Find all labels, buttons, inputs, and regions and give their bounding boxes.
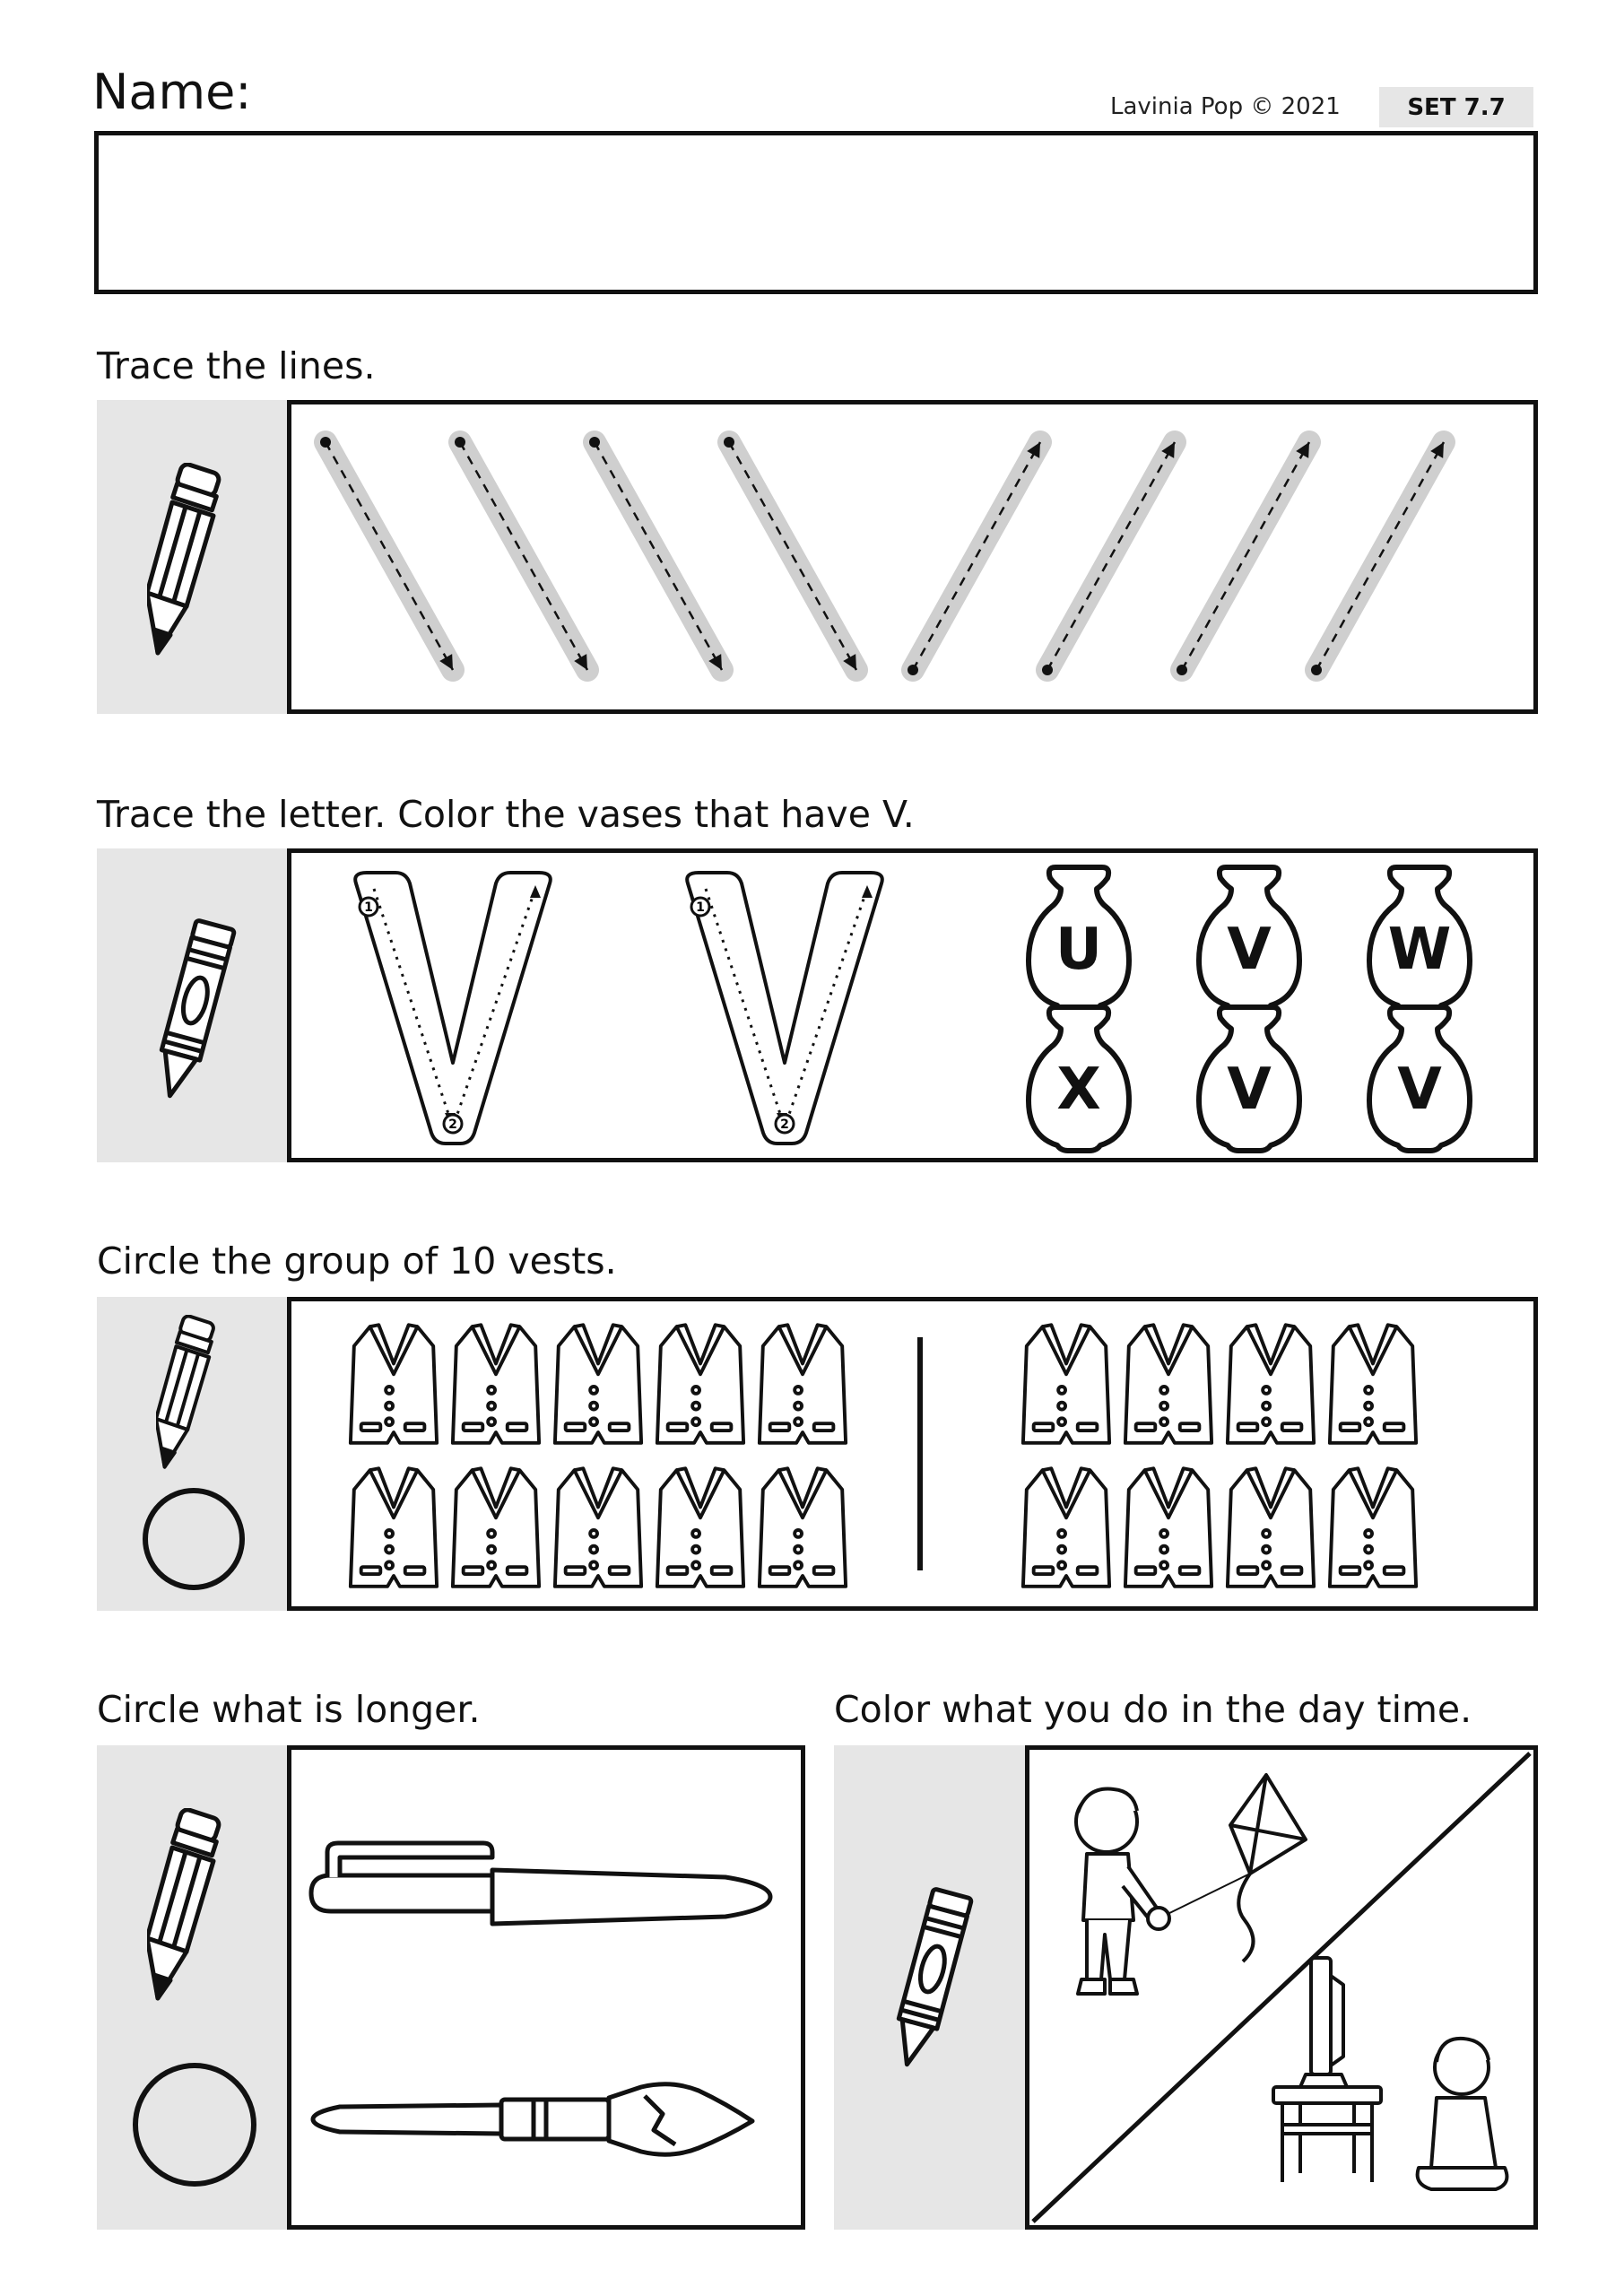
vest-icon <box>550 1319 647 1452</box>
vase-item[interactable] <box>1195 862 1303 1014</box>
vest-icon <box>652 1319 749 1452</box>
vest-icon <box>447 1463 544 1596</box>
vest-group-10[interactable] <box>345 1319 865 1588</box>
letter-v-outline-2[interactable] <box>668 864 937 1151</box>
group-divider <box>917 1337 923 1570</box>
stroke-number-2: 2 <box>448 1118 457 1132</box>
copyright-credit: Lavinia Pop © 2021 <box>1110 93 1341 120</box>
vest-icon <box>345 1463 442 1596</box>
vest-icon <box>652 1463 749 1596</box>
letter-v-outline-1[interactable] <box>336 864 605 1151</box>
pencil-icon <box>147 1808 237 2005</box>
vest-icon <box>754 1319 851 1452</box>
vase-letter: V <box>1227 1057 1272 1123</box>
vase-item[interactable] <box>1025 1002 1133 1154</box>
trace-line-down[interactable] <box>724 437 856 670</box>
circle-vests-tool-panel <box>97 1297 290 1611</box>
vase-item[interactable] <box>1366 862 1473 1014</box>
day-time-box <box>1025 1745 1538 2230</box>
vest-icon <box>1324 1319 1421 1452</box>
circle-longer-instruction: Circle what is longer. <box>97 1688 481 1731</box>
marker-item[interactable] <box>304 1831 788 1956</box>
vase-letter: V <box>1227 917 1272 983</box>
vest-icon <box>1120 1319 1217 1452</box>
day-time-instruction: Color what you do in the day time. <box>834 1688 1472 1731</box>
trace-line-down[interactable] <box>589 437 722 670</box>
trace-line-down[interactable] <box>320 437 453 670</box>
vest-icon <box>1222 1319 1319 1452</box>
trace-line-down[interactable] <box>455 437 587 670</box>
circle-vests-instruction: Circle the group of 10 vests. <box>97 1239 617 1283</box>
stroke-number-2: 2 <box>780 1118 789 1132</box>
vest-icon <box>1324 1463 1421 1596</box>
crayon-icon <box>147 915 237 1112</box>
vase-letter: U <box>1055 917 1102 983</box>
vase-letter: X <box>1056 1057 1101 1123</box>
day-time-tool-panel <box>834 1745 1027 2230</box>
vest-icon <box>550 1463 647 1596</box>
set-badge: SET 7.7 <box>1379 87 1533 127</box>
trace-line-up[interactable] <box>1177 442 1309 675</box>
paintbrush-item[interactable] <box>304 2055 788 2180</box>
vase-item[interactable] <box>1025 862 1133 1014</box>
tracing-lines-area[interactable] <box>291 404 1533 709</box>
pencil-icon <box>156 1315 228 1473</box>
circle-vests-box <box>287 1297 1538 1611</box>
tv-scene[interactable] <box>1261 1949 1521 2218</box>
trace-lines-box <box>287 400 1538 714</box>
vest-icon <box>345 1319 442 1452</box>
trace-lines-instruction: Trace the lines. <box>97 344 376 387</box>
vest-icon <box>1018 1463 1115 1596</box>
vest-icon <box>1120 1463 1217 1596</box>
name-input-box[interactable] <box>94 131 1538 294</box>
circle-longer-tool-panel <box>97 1745 290 2230</box>
vest-icon <box>447 1319 544 1452</box>
vase-item[interactable] <box>1195 1002 1303 1154</box>
trace-line-up[interactable] <box>1311 442 1444 675</box>
trace-line-up[interactable] <box>908 442 1040 675</box>
trace-letter-instruction: Trace the letter. Color the vases that have V. <box>97 793 915 836</box>
trace-lines-tool-panel <box>97 400 290 714</box>
stroke-number-1: 1 <box>696 900 705 915</box>
trace-line-up[interactable] <box>1042 442 1175 675</box>
vest-icon <box>754 1463 851 1596</box>
pencil-icon <box>147 463 237 660</box>
circle-icon <box>129 2059 260 2190</box>
stroke-number-1: 1 <box>364 900 373 915</box>
circle-icon <box>140 1485 248 1593</box>
circle-longer-box <box>287 1745 805 2230</box>
trace-letter-tool-panel <box>97 848 290 1162</box>
name-label: Name: <box>92 64 252 120</box>
vest-icon <box>1018 1319 1115 1452</box>
crayon-icon <box>884 1883 974 2081</box>
vase-item[interactable] <box>1366 1002 1473 1154</box>
vase-letter: W <box>1387 917 1452 983</box>
vest-group-8[interactable] <box>1018 1319 1439 1588</box>
trace-letter-box <box>287 848 1538 1162</box>
vase-letter: V <box>1397 1057 1442 1123</box>
vest-icon <box>1222 1463 1319 1596</box>
